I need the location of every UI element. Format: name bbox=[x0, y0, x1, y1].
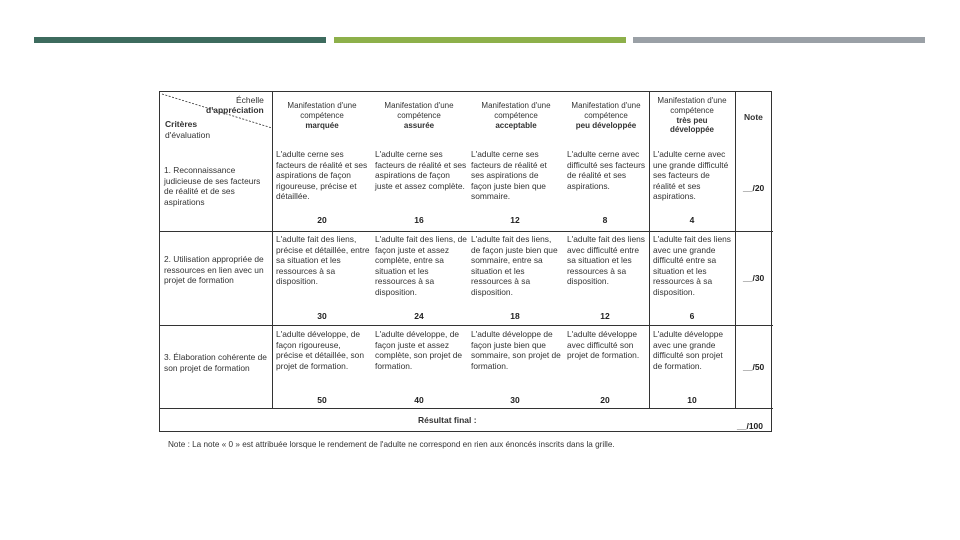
col-header-peu-developpee: Manifestation d'une compétence peu développée bbox=[571, 101, 641, 130]
criteria-label: Critères bbox=[165, 119, 198, 129]
divider bbox=[160, 408, 773, 409]
footnote: Note : La note « 0 » est attribuée lorsque le rendement de l'adulte ne correspond en rien aux énoncés inscrits dans la grille. bbox=[168, 440, 615, 449]
criteria-label-2: d'évaluation bbox=[165, 130, 211, 140]
row1-cell-assuree: L'adulte cerne ses facteurs de réalité et ses aspirations de façon juste et assez complète. bbox=[375, 149, 467, 191]
row2-score: 18 bbox=[510, 311, 520, 321]
row3-cell-acceptable: L'adulte développe de façon juste bien que sommaire, son projet de formation. bbox=[471, 329, 561, 371]
row1-note: __/20 bbox=[743, 183, 765, 193]
row1-score: 4 bbox=[689, 215, 695, 225]
row3-score: 20 bbox=[600, 395, 610, 405]
top-accent-bar-gray bbox=[633, 37, 925, 43]
row2-cell-assuree: L'adulte fait des liens, de façon juste et assez complète, entre sa situation et les ressources à sa disposition. bbox=[375, 234, 467, 297]
scale-label: Échelle bbox=[236, 95, 264, 105]
row1-cell-acceptable: L'adulte cerne ses facteurs de réalité et ses aspirations de façon juste bien que sommaire. bbox=[471, 149, 547, 202]
row2-score: 30 bbox=[317, 311, 327, 321]
criterion-1: 1. Reconnaissance judicieuse de ses facteurs de réalité et de ses aspirations bbox=[164, 165, 261, 207]
col-header-marquee: Manifestation d'une compétence marquée bbox=[287, 101, 357, 130]
row2-note: __/30 bbox=[743, 273, 765, 283]
row1-cell-peu: L'adulte cerne avec difficulté ses facteurs de réalité et ses aspirations. bbox=[567, 149, 646, 191]
row2-cell-tres-peu: L'adulte fait des liens avec une grande difficulté entre sa situation et les ressources à sa disposition. bbox=[653, 234, 731, 297]
top-accent-bar-green bbox=[34, 37, 326, 43]
row2-score: 24 bbox=[414, 311, 424, 321]
row3-note: __/50 bbox=[743, 362, 765, 372]
row1-cell-marquee: L'adulte cerne ses facteurs de réalité et ses aspirations de façon rigoureuse, précise et détaillée. bbox=[276, 149, 368, 202]
row3-score: 30 bbox=[510, 395, 520, 405]
row1-score: 20 bbox=[317, 215, 327, 225]
criterion-2: 2. Utilisation appropriée de ressources en lien avec un projet de formation bbox=[164, 254, 264, 286]
scale-label-2: d'appréciation bbox=[206, 105, 264, 115]
evaluation-grid bbox=[159, 91, 772, 432]
row2-cell-marquee: L'adulte fait des liens, précise et détaillée, entre sa situation et les ressources à sa disposition. bbox=[276, 234, 370, 287]
row3-cell-marquee: L'adulte développe, de façon rigoureuse, précise et détaillée, son projet de formation. bbox=[276, 329, 364, 371]
row3-cell-peu: L'adulte développe avec difficulté son projet de formation. bbox=[567, 329, 640, 361]
divider bbox=[272, 92, 273, 408]
row3-cell-assuree: L'adulte développe, de façon juste et assez complète, son projet de formation. bbox=[375, 329, 463, 371]
row1-score: 12 bbox=[510, 215, 520, 225]
divider bbox=[160, 231, 773, 232]
row3-score: 40 bbox=[414, 395, 424, 405]
final-result-label: Résultat final : bbox=[418, 415, 477, 425]
row3-score: 10 bbox=[687, 395, 697, 405]
row2-score: 6 bbox=[689, 311, 695, 321]
row1-score: 8 bbox=[602, 215, 608, 225]
criterion-3: 3. Élaboration cohérente de son projet de formation bbox=[164, 352, 267, 373]
col-header-assuree: Manifestation d'une compétence assurée bbox=[384, 101, 454, 130]
row2-score: 12 bbox=[600, 311, 610, 321]
row3-cell-tres-peu: L'adulte développe avec une grande difficulté son projet de formation. bbox=[653, 329, 724, 371]
divider bbox=[735, 92, 736, 408]
col-header-tres-peu: Manifestation d'une compétence très peu développée bbox=[657, 96, 727, 135]
row2-cell-acceptable: L'adulte fait des liens, de façon juste bien que sommaire, entre sa situation et les ressources à sa disposition. bbox=[471, 234, 558, 297]
divider bbox=[160, 325, 773, 326]
top-accent-bar-lime bbox=[334, 37, 626, 43]
row2-cell-peu: L'adulte fait des liens avec difficulté entre sa situation et les ressources à sa disposition. bbox=[567, 234, 645, 287]
row3-score: 50 bbox=[317, 395, 327, 405]
col-header-note: Note bbox=[744, 112, 763, 122]
col-header-acceptable: Manifestation d'une compétence acceptable bbox=[481, 101, 551, 130]
row1-cell-tres-peu: L'adulte cerne avec une grande difficulté ses facteurs de réalité et ses aspirations. bbox=[653, 149, 729, 202]
divider bbox=[649, 92, 650, 408]
final-result-note: __/100 bbox=[737, 421, 763, 431]
row1-score: 16 bbox=[414, 215, 424, 225]
